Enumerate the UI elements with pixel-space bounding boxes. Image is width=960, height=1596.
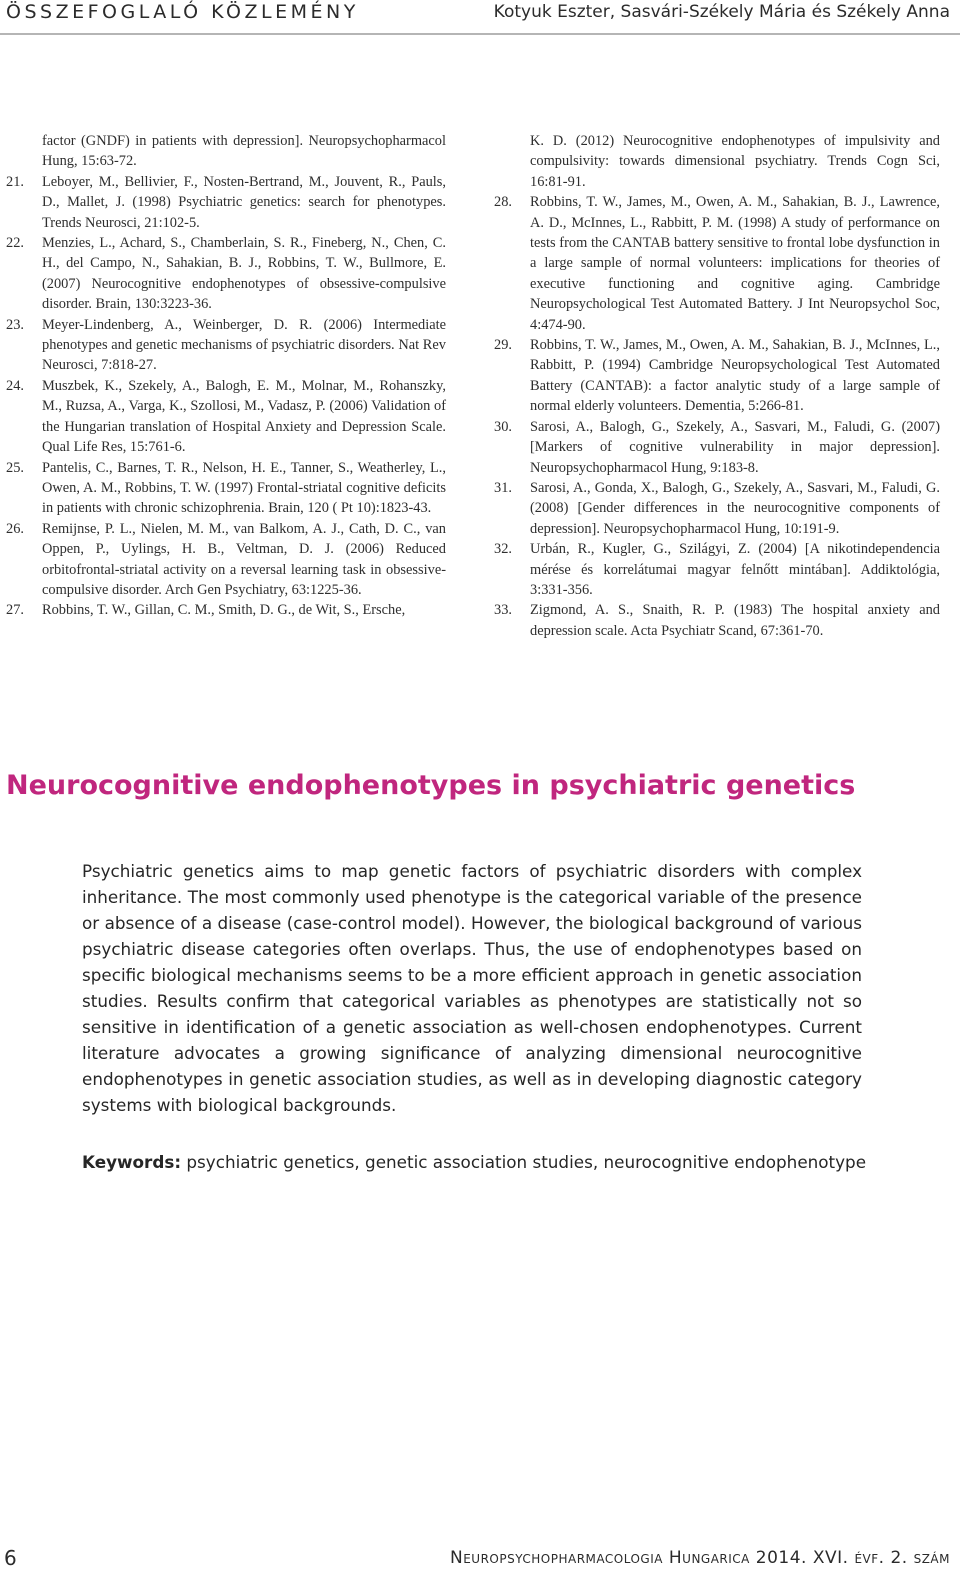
reference-number: 24. — [6, 377, 24, 394]
reference-number: 23. — [6, 316, 24, 333]
reference-list-left — [6, 131, 446, 621]
reference-number: 26. — [6, 520, 24, 537]
reference-number: 33. — [494, 602, 512, 619]
reference-number: 29. — [494, 337, 512, 354]
reference-number: 32. — [494, 541, 512, 558]
reference-text: Robbins, T. W., James, M., Owen, A. M., Sahakian, B. J., Lawrence, A. D., McInnes, L., Rabbitt, P. M. (1998) A study of performance on tests from the CANTAB battery sensitive to frontal lobe dysfunction in a large sample of normal volunteers: implications for theories of executive functioning and cognitive aging. Cambridge Neuropsychological Test Automated Battery. J Int Neuropsychol Soc, 4:474-90. — [530, 194, 940, 333]
header-authors: Kotyuk Eszter, Sasvári-Székely Mária és Székely Anna — [493, 2, 950, 22]
reference-text: Muszbek, K., Szekely, A., Balogh, E. M., Molnar, M., Rohanszky, M., Ruzsa, A., Varga, K., Szollosi, M., Vadasz, P. (2006) Validation of the Hungarian translation of Hospital Anxiety and Depression Scale. Qual Life Res, 15:761-6. — [42, 377, 446, 456]
reference-item — [6, 172, 446, 233]
reference-text: factor (GNDF) in patients with depression]. Neuropsychopharmacol Hung, 15:63-72. — [42, 133, 446, 170]
reference-text: Pantelis, C., Barnes, T. R., Nelson, H. E., Tanner, S., Weatherley, L., Owen, A. M., Robbins, T. W. (1997) Frontal-striatal cognitive deficits in patients with chronic schizophrenia. Brain, 120 ( Pt 10):1823-43. — [42, 459, 446, 517]
keywords-list: psychiatric genetics, genetic association studies, neurocognitive endophenotype — [181, 1152, 867, 1172]
reference-text: Remijnse, P. L., Nielen, M. M., van Balkom, A. J., Cath, D. C., van Oppen, P., Uylings, H. B., Veltman, D. J. (2006) Reduced orbitofrontal-striatal activity on a reversal learning task in obsessive-compulsive disorder. Arch Gen Psychiatry, 63:1225-36. — [42, 520, 446, 598]
keywords-label: Keywords: — [82, 1152, 182, 1172]
reference-text: Sarosi, A., Balogh, G., Szekely, A., Sasvari, M., Faludi, G. (2007) [Markers of cognitive vulnerability in major depression]. Neuropsychopharmacol Hung, 9:183-8. — [530, 418, 940, 476]
journal-name: Neuropsychopharmacologia Hungarica 2014. XVI. évf. 2. szám — [450, 1548, 950, 1568]
reference-item — [494, 600, 940, 641]
reference-item — [494, 478, 940, 539]
reference-text: Meyer-Lindenberg, A., Weinberger, D. R. (2006) Intermediate phenotypes and genetic mechanisms of psychiatric disorders. Nat Rev Neurosci, 7:818-27. — [42, 316, 446, 374]
abstract-title: Neurocognitive endophenotypes in psychiatric genetics — [6, 770, 856, 801]
reference-number: 25. — [6, 459, 24, 476]
reference-item — [6, 376, 446, 458]
reference-text: Zigmond, A. S., Snaith, R. P. (1983) The hospital anxiety and depression scale. Acta Psychiatr Scand, 67:361-70. — [530, 602, 940, 639]
section-label: ÖSSZEFOGLALÓ KÖZLEMÉNY — [6, 1, 359, 23]
header-divider — [0, 33, 960, 35]
reference-list-right — [494, 131, 940, 641]
reference-text: Menzies, L., Achard, S., Chamberlain, S. R., Fineberg, N., Chen, C. H., del Campo, N., Sahakian, B. J., Robbins, T. W., Bullmore, E. (2007) Neurocognitive endophenotypes of obsessive-compulsive disorder. Brain, 130:3223-36. — [42, 235, 446, 313]
abstract-body: Psychiatric genetics aims to map genetic factors of psychiatric disorders with complex inheritance. The most commonly used phenotype is the categorical variable of the presence or absence of a disease (case-control model). However, the biological background of various psychiatric disease categories often overlaps. Thus, the use of endophenotypes based on specific biological mechanisms seems to be a more efficient approach in genetic association studies. Results confirm that categorical variables as phenotypes are statistically not so sensitive in identification of a genetic association as well-chosen endophenotypes. Current literature advocates a growing significance of analyzing dimensional neurocognitive endophenotypes in genetic association studies, as well as in developing diagnostic category systems with biological backgrounds. — [82, 861, 862, 1115]
reference-item — [494, 539, 940, 600]
reference-number: 30. — [494, 418, 512, 435]
reference-item — [6, 458, 446, 519]
reference-text: Robbins, T. W., Gillan, C. M., Smith, D. G., de Wit, S., Ersche, — [42, 602, 406, 619]
reference-number: 22. — [6, 235, 24, 252]
reference-item — [494, 192, 940, 335]
reference-text: Sarosi, A., Gonda, X., Balogh, G., Szekely, A., Sasvari, M., Faludi, G. (2008) [Gender differences in the neurocognitive components of depression]. Neuropsychopharmacol Hung, 10:191-9. — [530, 479, 940, 537]
reference-number: 28. — [494, 194, 512, 211]
reference-text: K. D. (2012) Neurocognitive endophenotypes of impulsivity and compulsivity: towards dimensional psychiatry. Trends Cogn Sci, 16:81-91. — [530, 133, 940, 190]
reference-number: 21. — [6, 173, 24, 190]
keywords — [82, 1149, 882, 1175]
reference-item — [6, 600, 446, 620]
reference-item — [6, 519, 446, 601]
reference-item — [6, 131, 446, 172]
reference-item — [494, 131, 940, 192]
reference-item — [494, 335, 940, 417]
reference-item — [6, 233, 446, 315]
reference-text: Robbins, T. W., James, M., Owen, A. M., Sahakian, B. J., McInnes, L., Rabbitt, P. (1994) Cambridge Neuropsychological Test Automated Battery (CANTAB): a factor analytic study of a large sample of normal elderly volunteers. Dementia, 5:266-81. — [530, 337, 940, 415]
reference-text: Urbán, R., Kugler, G., Szilágyi, Z. (2004) [A nikotindependencia mérése és korrelátumai magyar felnőtt mintában]. Addiktológia, 3:331-356. — [530, 541, 940, 598]
page-footer — [0, 1545, 960, 1585]
reference-item — [6, 315, 446, 376]
reference-number: 27. — [6, 602, 24, 619]
reference-text: Leboyer, M., Bellivier, F., Nosten-Bertrand, M., Jouvent, R., Pauls, D., Mallet, J. (1998) Psychiatric genetics: search for phenotypes. Trends Neurosci, 21:102-5. — [42, 173, 446, 231]
page-number: 6 — [4, 1546, 17, 1570]
reference-number: 31. — [494, 479, 512, 496]
page-header — [0, 0, 960, 33]
reference-item — [494, 417, 940, 478]
